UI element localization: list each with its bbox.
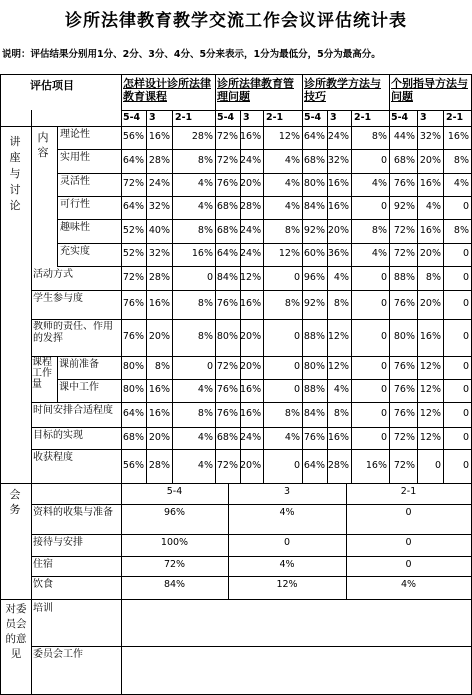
table-cell: 96%: [303, 272, 325, 283]
table-cell: 20%: [419, 155, 441, 166]
table-cell: 28%: [240, 201, 262, 212]
table-cell: 12%: [278, 131, 300, 142]
table-cell: 64%: [303, 460, 325, 471]
table-rule: [31, 449, 472, 450]
row-label: 学生参与度: [33, 293, 83, 304]
table-cell: 16%: [148, 131, 170, 142]
table-cell: 32%: [148, 201, 170, 212]
table-cell: 16%: [365, 460, 387, 471]
table-cell: 68%: [216, 201, 238, 212]
table-cell: 64%: [122, 155, 144, 166]
row-label: 目标的实现: [33, 430, 83, 441]
table-rule: [57, 149, 472, 150]
table-rule: [0, 126, 472, 127]
side-lecture: 讲座与讨论: [9, 135, 21, 212]
table-cell: 12%: [419, 432, 441, 443]
table-cell: 76%: [393, 298, 415, 309]
table-cell: 76%: [216, 384, 238, 395]
subheader-5-4: 5-4: [123, 112, 141, 123]
side-committee: 对委员会的意见: [5, 603, 27, 660]
affairs-cell: 4%: [279, 559, 295, 570]
table-cell: 80%: [393, 331, 415, 342]
table-cell: 12%: [240, 272, 262, 283]
table-cell: 4%: [197, 432, 213, 443]
table-cell: 4%: [425, 201, 441, 212]
table-cell: 80%: [216, 331, 238, 342]
table-rule: [31, 483, 32, 599]
table-cell: 12%: [419, 408, 441, 419]
table-cell: 16%: [240, 384, 262, 395]
row-label: 活动方式: [33, 269, 73, 280]
side-content: 内容: [37, 131, 49, 159]
table-cell: 4%: [333, 384, 349, 395]
affairs-cell: 100%: [160, 537, 189, 548]
table-cell: 0: [462, 432, 469, 443]
table-cell: 0: [380, 155, 387, 166]
table-cell: 88%: [393, 272, 415, 283]
table-cell: 4%: [197, 460, 213, 471]
table-cell: 72%: [122, 272, 144, 283]
table-cell: 20%: [240, 361, 262, 372]
table-cell: 8%: [371, 131, 387, 142]
table-cell: 0: [462, 298, 469, 309]
table-cell: 20%: [240, 331, 262, 342]
table-cell: 0: [462, 460, 469, 471]
table-cell: 0: [462, 361, 469, 372]
table-cell: 84%: [216, 272, 238, 283]
table-cell: 80%: [303, 178, 325, 189]
table-rule: [57, 219, 472, 220]
subheader-2-1: 2-1: [175, 112, 193, 123]
table-cell: 16%: [327, 201, 349, 212]
table-cell: 64%: [216, 248, 238, 259]
table-cell: 24%: [327, 131, 349, 142]
table-cell: 0: [380, 361, 387, 372]
table-cell: 72%: [122, 178, 144, 189]
table-cell: 4%: [371, 248, 387, 259]
table-rule: [31, 402, 472, 403]
table-cell: 84%: [303, 201, 325, 212]
table-rule: [31, 427, 472, 428]
table-cell: 8%: [425, 272, 441, 283]
table-cell: 0: [293, 361, 300, 372]
table-cell: 44%: [393, 131, 415, 142]
table-cell: 8%: [453, 155, 469, 166]
table-rule: [31, 319, 472, 320]
row-label: 课前准备: [59, 359, 99, 370]
header-item: 评估项目: [30, 79, 74, 92]
table-cell: 8%: [453, 225, 469, 236]
table-cell: 0: [462, 331, 469, 342]
table-cell: 76%: [216, 298, 238, 309]
subheader-3: 3: [330, 112, 337, 123]
affairs-row-label: 住宿: [33, 559, 53, 570]
table-cell: 0: [462, 384, 469, 395]
subheader-5-4: 5-4: [304, 112, 322, 123]
table-cell: 92%: [303, 225, 325, 236]
table-cell: 8%: [197, 408, 213, 419]
table-cell: 68%: [216, 432, 238, 443]
table-cell: 4%: [197, 178, 213, 189]
table-cell: 64%: [303, 131, 325, 142]
table-cell: 80%: [122, 384, 144, 395]
affairs-cell: 4%: [400, 579, 417, 590]
header-teaching-method: 诊所教学方法与技巧: [304, 77, 381, 103]
row-label: 收获程度: [33, 452, 73, 463]
table-cell: 76%: [393, 408, 415, 419]
side-workload: 课程工作量: [32, 357, 52, 390]
table-cell: 8%: [333, 298, 349, 309]
table-cell: 4%: [197, 201, 213, 212]
table-cell: 76%: [216, 408, 238, 419]
table-cell: 8%: [197, 225, 213, 236]
table-cell: 72%: [393, 432, 415, 443]
row-label: 实用性: [60, 152, 90, 163]
table-rule: [31, 290, 472, 291]
affairs-row-label: 饮食: [33, 579, 53, 590]
affairs-cell: 96%: [163, 507, 186, 518]
table-cell: 76%: [122, 298, 144, 309]
page-title: 诊所法律教育教学交流工作会议评估统计表: [65, 11, 407, 31]
table-cell: 4%: [371, 178, 387, 189]
side-affairs: 会务: [9, 488, 21, 516]
table-cell: 76%: [393, 361, 415, 372]
subheader-3: 3: [149, 112, 156, 123]
table-rule: [0, 74, 1, 695]
table-cell: 4%: [333, 272, 349, 283]
table-cell: 76%: [303, 432, 325, 443]
affairs-header-5-4: 5-4: [166, 486, 183, 497]
table-rule: [31, 646, 472, 647]
subheader-2-1: 2-1: [446, 112, 464, 123]
table-cell: 52%: [122, 225, 144, 236]
table-cell: 0: [380, 384, 387, 395]
table-cell: 16%: [148, 384, 170, 395]
table-cell: 28%: [148, 272, 170, 283]
table-rule: [31, 556, 472, 557]
table-cell: 12%: [327, 331, 349, 342]
table-rule: [57, 196, 472, 197]
table-cell: 20%: [419, 248, 441, 259]
table-rule: [31, 534, 472, 535]
table-cell: 92%: [393, 201, 415, 212]
table-rule: [31, 504, 472, 505]
affairs-header-2-1: 2-1: [400, 486, 417, 497]
table-cell: 8%: [197, 155, 213, 166]
table-cell: 16%: [148, 408, 170, 419]
table-cell: 20%: [148, 331, 170, 342]
table-cell: 16%: [240, 298, 262, 309]
table-cell: 16%: [419, 331, 441, 342]
table-cell: 68%: [216, 225, 238, 236]
affairs-cell: 0: [405, 537, 412, 548]
table-cell: 16%: [240, 131, 262, 142]
committee-work: 委员会工作: [33, 649, 83, 660]
table-cell: 8%: [284, 225, 300, 236]
table-cell: 28%: [191, 131, 213, 142]
table-cell: 80%: [122, 361, 144, 372]
table-cell: 32%: [419, 131, 441, 142]
table-cell: 0: [462, 248, 469, 259]
table-cell: 88%: [303, 331, 325, 342]
table-cell: 80%: [303, 361, 325, 372]
table-cell: 0: [380, 298, 387, 309]
table-cell: 24%: [240, 225, 262, 236]
table-cell: 68%: [122, 432, 144, 443]
table-cell: 0: [380, 331, 387, 342]
table-cell: 20%: [148, 432, 170, 443]
table-cell: 16%: [327, 432, 349, 443]
table-cell: 16%: [327, 178, 349, 189]
table-cell: 0: [462, 201, 469, 212]
row-label: 可行性: [60, 199, 90, 210]
table-cell: 8%: [197, 298, 213, 309]
table-cell: 56%: [122, 131, 144, 142]
table-rule: [57, 243, 472, 244]
table-cell: 12%: [327, 361, 349, 372]
table-cell: 0: [293, 331, 300, 342]
table-cell: 72%: [393, 225, 415, 236]
table-cell: 8%: [154, 361, 170, 372]
table-cell: 16%: [240, 408, 262, 419]
row-label: 教师的责任、作用的发挥: [33, 321, 113, 344]
table-cell: 4%: [453, 178, 469, 189]
table-cell: 0: [293, 272, 300, 283]
table-cell: 64%: [122, 408, 144, 419]
table-cell: 84%: [303, 408, 325, 419]
affairs-row-label: 资料的收集与准备: [33, 507, 113, 518]
table-cell: 72%: [393, 248, 415, 259]
table-cell: 0: [462, 408, 469, 419]
subheader-5-4: 5-4: [217, 112, 235, 123]
table-cell: 4%: [284, 201, 300, 212]
table-cell: 12%: [419, 361, 441, 372]
evaluation-table: [0, 74, 472, 695]
table-cell: 56%: [122, 460, 144, 471]
table-cell: 0: [293, 384, 300, 395]
table-cell: 28%: [148, 155, 170, 166]
table-cell: 24%: [240, 155, 262, 166]
table-cell: 0: [434, 460, 441, 471]
table-cell: 68%: [393, 155, 415, 166]
table-cell: 72%: [216, 131, 238, 142]
table-cell: 8%: [284, 298, 300, 309]
table-cell: 72%: [393, 460, 415, 471]
subheader-2-1: 2-1: [354, 112, 372, 123]
table-cell: 8%: [284, 408, 300, 419]
table-cell: 32%: [327, 155, 349, 166]
affairs-header-3: 3: [283, 486, 291, 497]
table-rule: [0, 483, 472, 484]
row-label: 充实度: [60, 246, 90, 257]
table-rule: [302, 110, 389, 111]
table-cell: 20%: [240, 460, 262, 471]
table-cell: 8%: [371, 225, 387, 236]
header-guidance: 个别指导方法与问题: [391, 77, 468, 103]
table-cell: 72%: [216, 460, 238, 471]
table-cell: 20%: [327, 225, 349, 236]
table-cell: 8%: [197, 331, 213, 342]
table-cell: 8%: [333, 408, 349, 419]
table-cell: 16%: [191, 248, 213, 259]
table-rule: [0, 74, 472, 75]
table-cell: 0: [206, 272, 213, 283]
table-rule: [57, 173, 472, 174]
table-cell: 76%: [393, 384, 415, 395]
table-rule: [57, 126, 58, 266]
table-cell: 20%: [240, 178, 262, 189]
table-rule: [31, 576, 472, 577]
affairs-cell: 72%: [163, 559, 186, 570]
table-cell: 0: [380, 432, 387, 443]
table-rule: [31, 356, 472, 357]
table-cell: 76%: [393, 178, 415, 189]
table-rule: [57, 266, 472, 267]
table-cell: 0: [293, 460, 300, 471]
table-cell: 16%: [419, 178, 441, 189]
affairs-cell: 0: [283, 537, 291, 548]
table-rule: [389, 110, 471, 111]
table-cell: 4%: [197, 384, 213, 395]
table-cell: 68%: [303, 155, 325, 166]
table-cell: 0: [380, 272, 387, 283]
table-cell: 20%: [419, 298, 441, 309]
subheader-2-1: 2-1: [266, 112, 284, 123]
table-cell: 92%: [303, 298, 325, 309]
table-cell: 0: [380, 201, 387, 212]
table-cell: 0: [206, 361, 213, 372]
affairs-cell: 0: [405, 559, 412, 570]
subheader-3: 3: [420, 112, 427, 123]
table-rule: [0, 599, 472, 600]
row-label: 时间安排合适程度: [33, 405, 113, 416]
affairs-cell: 84%: [163, 579, 186, 590]
affairs-cell: 4%: [279, 507, 295, 518]
table-rule: [215, 110, 302, 111]
header-management: 诊所法律教育管理问题: [217, 77, 294, 103]
table-cell: 76%: [122, 331, 144, 342]
table-cell: 4%: [284, 432, 300, 443]
row-label: 灵活性: [60, 176, 90, 187]
table-cell: 52%: [122, 248, 144, 259]
table-cell: 12%: [278, 248, 300, 259]
table-cell: 40%: [148, 225, 170, 236]
table-cell: 4%: [284, 155, 300, 166]
row-label: 趣味性: [60, 222, 90, 233]
table-rule: [57, 379, 472, 380]
table-cell: 12%: [419, 384, 441, 395]
table-cell: 28%: [327, 460, 349, 471]
row-label: 课中工作: [59, 382, 99, 393]
table-cell: 32%: [148, 248, 170, 259]
table-cell: 36%: [327, 248, 349, 259]
table-cell: 72%: [216, 155, 238, 166]
affairs-cell: 0: [405, 507, 412, 518]
subheader-5-4: 5-4: [391, 112, 409, 123]
table-cell: 4%: [284, 178, 300, 189]
committee-training: 培训: [33, 603, 53, 614]
table-cell: 16%: [419, 225, 441, 236]
row-label: 理论性: [60, 129, 90, 140]
table-rule: [121, 110, 215, 111]
table-cell: 24%: [240, 248, 262, 259]
affairs-row-label: 接待与安排: [33, 537, 83, 548]
table-cell: 0: [462, 272, 469, 283]
table-cell: 24%: [240, 432, 262, 443]
affairs-cell: 12%: [276, 579, 298, 590]
table-cell: 28%: [148, 460, 170, 471]
table-cell: 76%: [216, 178, 238, 189]
table-cell: 16%: [447, 131, 469, 142]
table-cell: 0: [380, 408, 387, 419]
table-cell: 88%: [303, 384, 325, 395]
table-cell: 64%: [122, 201, 144, 212]
table-cell: 60%: [303, 248, 325, 259]
table-cell: 24%: [148, 178, 170, 189]
subheader-3: 3: [243, 112, 250, 123]
header-course-design: 怎样设计诊所法律教育课程: [123, 77, 211, 103]
evaluation-note: 说明：评估结果分别用1分、2分、3分、4分、5分来表示，1分为最低分，5分为最高分。: [2, 49, 381, 60]
table-cell: 16%: [148, 298, 170, 309]
table-cell: 72%: [216, 361, 238, 372]
